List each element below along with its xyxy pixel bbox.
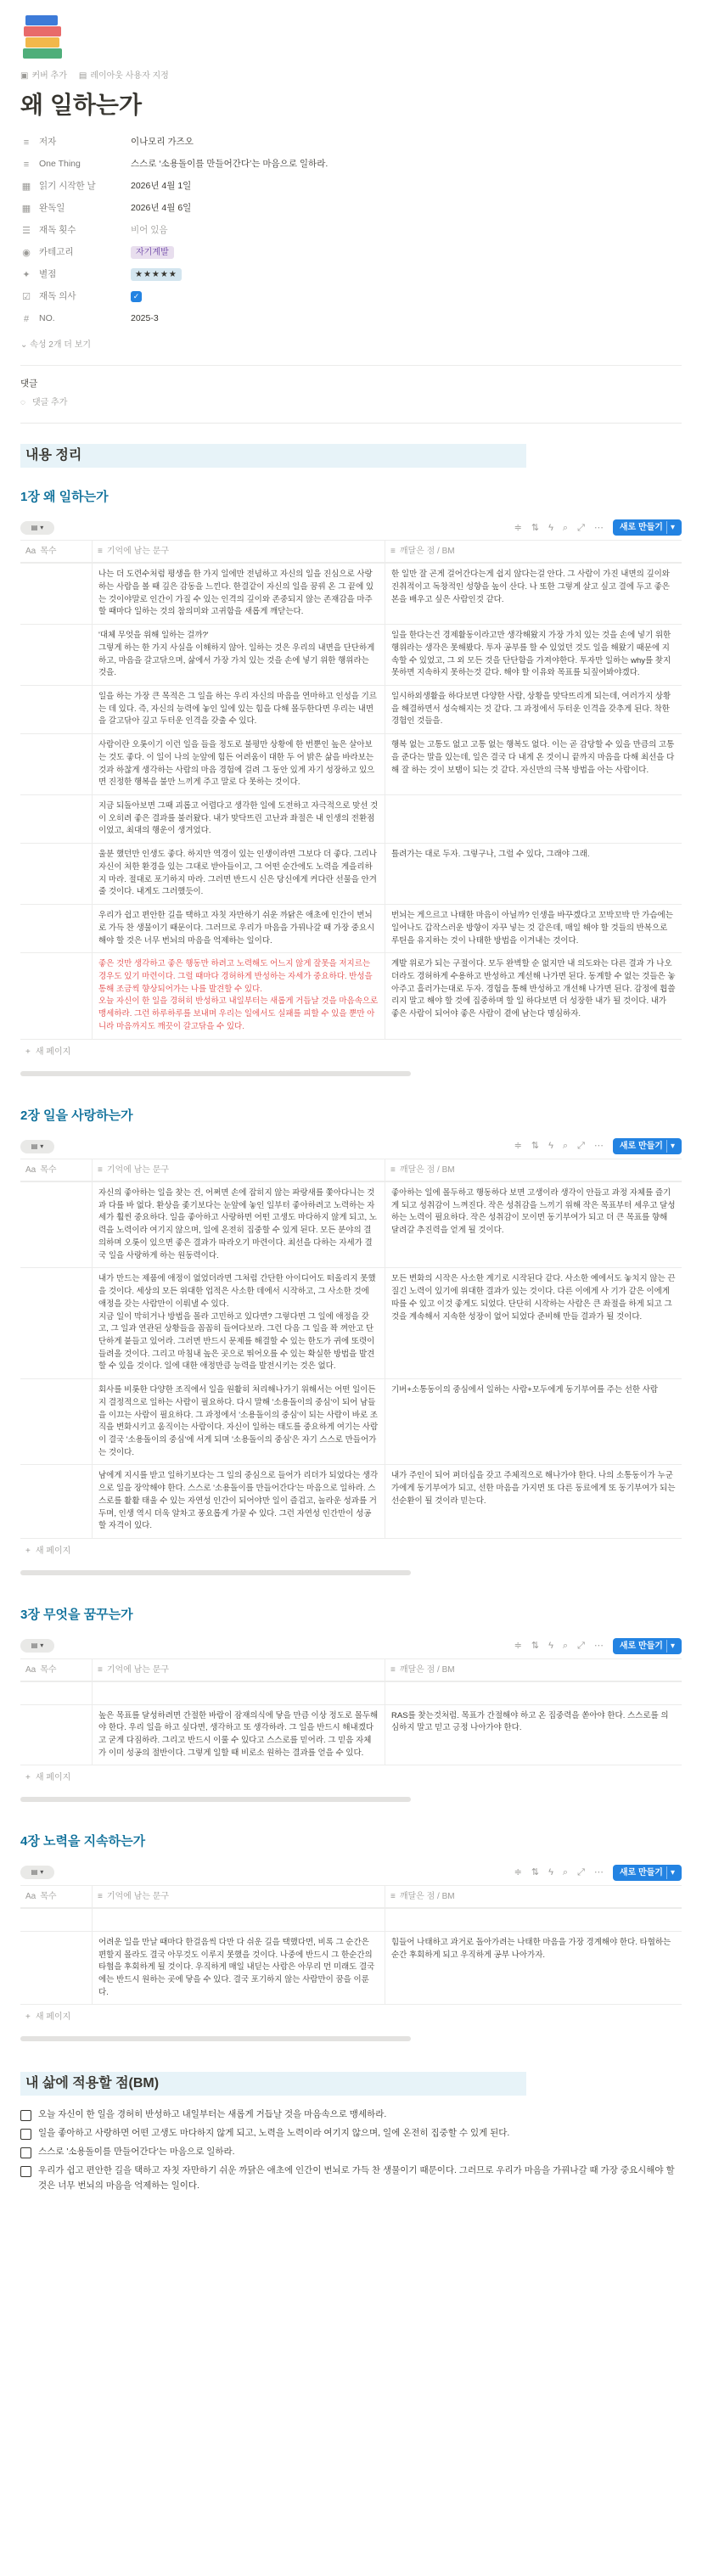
chevron-down-icon: ▾	[40, 1642, 44, 1649]
todo-item[interactable]	[20, 2107, 682, 2123]
table-icon: ▤	[31, 1868, 38, 1877]
table-header	[20, 1659, 682, 1681]
add-comment-button[interactable]: ◌ 댓글 추가	[20, 397, 68, 407]
cell-insight[interactable]: 좋아하는 일에 몰두하고 행동하다 보면 고생이라 생각이 안들고 과정 자체를 즐기게 되고 성취감이 느껴진다. 작은 성취감을 느끼기 위해 작은 목표부터 세우고 달성하는 노력이 필요하다. 작은 성취감이 모이면 동기부여가 되고 더 큰 목표를 향해 달려갈 추진력을 얻게 될 것이다.	[391, 1188, 676, 1236]
horizontal-scrollbar[interactable]	[20, 2036, 411, 2041]
plus-icon: +	[25, 1047, 31, 1057]
todo-text[interactable]: 우리가 쉽고 편안한 길을 택하고 자칫 자만하기 쉬운 까닭은 애초에 인간이 번뇌로 가득 찬 생물이기 때문이다. 그러므로 우리가 마음을 가꿔나갈 때 가장 중요시해야 할 것은 너무 번뇌의 마음을 억제하는 일이다.	[38, 2165, 675, 2191]
column-header-quote[interactable]	[93, 1659, 385, 1681]
todo-checkbox[interactable]	[20, 2147, 31, 2158]
cell-quote[interactable]: 우리가 쉽고 편안한 길을 택하고 자칫 자만하기 쉬운 까닭은 애초에 인간이 번뇌로 가득 찬 생물이기 때문이다. 그러므로 우리가 마음을 가꿔나갈 때 가장 중요시해야 할 것은 너무 번뇌의 마음을 억제하는 일이다.	[93, 905, 385, 952]
property-value[interactable]: 이나모리 가즈오	[131, 137, 194, 148]
add-new-page-row[interactable]	[20, 1040, 682, 1064]
table-row[interactable]	[20, 1704, 682, 1765]
search-icon[interactable]: ⌕	[562, 522, 569, 533]
tag-icon: ◉	[22, 247, 31, 258]
plus-icon: +	[25, 2012, 31, 2023]
properties-list	[20, 132, 682, 330]
new-page-button[interactable]	[613, 519, 682, 536]
column-label: 깨달은 점 / BM	[399, 547, 455, 557]
database-toolbar	[20, 1634, 682, 1659]
title-property-icon: Aa	[25, 1165, 37, 1176]
database-toolbar	[20, 515, 682, 541]
chevron-down-icon[interactable]: ▾	[666, 521, 675, 534]
cell-quote[interactable]: 회사를 비롯한 다양한 조직에서 일을 원활히 처리해나가기 위해서는 어떤 일이든지 결정적으로 일하는 사람이 필요하다. 다시 말해 '소용돌이의 중심'이 되어 남들을 이끄는 사람이 필요하다. 그 과정에서 '소용돌이의 중심'이 되는 사람이 바로 조직을 변화시키고 움직이는 사람이다. 자신이 일하는 태도를 중요하게 여기는 사람이 결국 '소용돌이의 중심'에 서게 되며 '소용돌이의 중심'은 자기 스스로 만들어가는 것이다.	[93, 1379, 385, 1464]
plus-icon: +	[25, 1546, 31, 1556]
automation-icon[interactable]: ϟ	[548, 522, 553, 533]
checkbox-icon: ☑	[22, 291, 31, 302]
column-header-insight[interactable]	[385, 1886, 682, 1907]
expand-icon[interactable]: ⤢	[577, 1141, 585, 1152]
table-row[interactable]	[20, 904, 682, 952]
number-icon: #	[23, 313, 30, 324]
database-tools	[514, 519, 682, 536]
table-row[interactable]	[20, 1931, 682, 2005]
table-row[interactable]	[20, 1464, 682, 1538]
table-row[interactable]	[20, 685, 682, 733]
customize-layout-button[interactable]: ▤ 레이아웃 사용자 지정	[78, 71, 169, 81]
automation-icon[interactable]: ϟ	[548, 1640, 553, 1651]
column-header-chapter[interactable]	[20, 1886, 93, 1907]
cell-chapter[interactable]	[20, 795, 93, 843]
cell-chapter[interactable]	[20, 1465, 93, 1538]
cell-quote[interactable]: 사람이란 오롯이기 이런 일을 들을 정도로 불평만 상황에 한 번뿐인 높은 살아보는 것도 좋다. 이 일이 나의 눈앞에 힘든 어려움이 대한 두 어 밝은 삶을 바라보는 것과 하찮게 생각하는 사람의 마음 경험에 걸려 그 동안 있게 자기 성장하고 있으면 진정한 행복을 불만 느끼게 주고 말로 다 못하는 것이다.	[93, 734, 385, 794]
search-icon[interactable]: ⌕	[562, 1640, 569, 1651]
new-page-button[interactable]	[613, 1865, 682, 1881]
database-table	[20, 1886, 682, 2006]
todo-list	[20, 2107, 682, 2193]
cell-insight[interactable]: 힘들어 나태하고 과거로 돌아가려는 나태한 마음을 가장 경계해야 한다. 타협하는 순간 후회하게 되고 우직하게 공부 나아가자.	[391, 1937, 671, 1960]
chevron-down-icon[interactable]: ▾	[666, 1866, 675, 1879]
chapter-title[interactable]: 1장 왜 일하는가	[20, 489, 109, 504]
text-icon: ≡	[390, 547, 396, 557]
expand-icon[interactable]: ⤢	[577, 1867, 585, 1878]
property-row[interactable]: ▦ 읽기 시작한 날 2026년 4월 1일	[20, 176, 682, 198]
filter-icon[interactable]: ≑	[514, 1141, 522, 1152]
comments-title: 댓글	[20, 365, 682, 391]
column-header-insight[interactable]	[385, 1159, 682, 1181]
cell-chapter[interactable]	[20, 1182, 93, 1267]
todo-text[interactable]: 일을 좋아하고 사랑하면 어떤 고생도 마다하지 않게 되고, 노력을 노력이라 여기지 않으며, 일에 온전히 집중할 수 있게 된다.	[38, 2128, 510, 2139]
cell-insight[interactable]	[385, 795, 682, 843]
new-button-label: 새로 만들기	[619, 1641, 663, 1651]
cell-chapter[interactable]	[20, 1379, 93, 1464]
database-table	[20, 1159, 682, 1539]
cell-chapter[interactable]	[20, 844, 93, 904]
column-header-quote[interactable]	[93, 1159, 385, 1181]
cell-insight[interactable]: 일시하외생활을 하다보면 다양한 사람, 상황을 맞닥뜨리게 되는데, 여러가지 상황을 해결하면서 성숙해지는 것 같다. 그 과정에서 두터운 인격을 갖추게 된다. 착한 경험인 것들을.	[391, 692, 671, 727]
add-new-page-row[interactable]	[20, 2005, 682, 2029]
text-icon: ≡	[390, 1664, 396, 1675]
cell-quote[interactable]	[93, 1682, 385, 1704]
reread-checkbox[interactable]: ✓	[131, 291, 142, 302]
todo-checkbox[interactable]	[20, 2166, 31, 2177]
database-table	[20, 541, 682, 1039]
chevron-down-icon: ▾	[40, 1868, 44, 1877]
column-label: 기억에 남는 문구	[106, 1891, 170, 1901]
cell-insight[interactable]: 행복 없는 고통도 없고 고통 없는 행복도 없다. 이는 곧 감당할 수 있을 만큼의 고통을 준다는 말을 있는데, 일은 결국 다 내게 온 것이니 끝까지 마음을 다해 최선을 다해 잘 하는 것이 보탬이 되는 것 같다. 자신만의 극복 방법을 아는 사람이다.	[391, 740, 675, 775]
cell-quote[interactable]: 일을 하는 가장 큰 목적은 그 일을 하는 우리 자신의 마음을 연마하고 인성을 기르는 데 있다. 즉, 자신의 능력에 놓인 일에 있는 힘을 다해 몰두한다면 우리는 내면을 갈고닦아 깊고 두터운 인격을 갖출 수 있다.	[93, 686, 385, 733]
sort-icon[interactable]: ⇅	[531, 1867, 540, 1878]
property-row[interactable]: ◉ 카테고리 자기계발	[20, 242, 682, 264]
table-row[interactable]	[20, 843, 682, 904]
table-view-tab[interactable]	[20, 1140, 54, 1153]
cell-insight[interactable]: 번뇌는 게으르고 나태한 마음이 아닐까? 인생을 바꾸겠다고 꼬박꼬박 만 가슴에는 일어나도 갑작스러운 방향이 자꾸 넣는 것 같은데, 매일 해야 할 것들의 반복으로 루틴을 유지하는 것이 나태한 방법을 이겨내는 것이다.	[391, 911, 673, 946]
text-icon: ≡	[23, 159, 30, 170]
property-row[interactable]: # NO. 2025-3	[20, 308, 682, 330]
text-icon: ≡	[98, 547, 103, 557]
database-tools	[514, 1138, 682, 1154]
column-label: 깨달은 점 / BM	[399, 1891, 455, 1901]
table-header	[20, 1886, 682, 1908]
notion-page	[0, 8, 702, 2223]
plus-icon: +	[25, 1773, 31, 1783]
chapter-title[interactable]: 2장 일을 사랑하는가	[20, 1108, 133, 1123]
column-header-chapter[interactable]	[20, 1159, 93, 1181]
more-icon[interactable]: ⋯	[593, 1141, 604, 1152]
category-tag[interactable]: 자기계발	[131, 246, 174, 259]
table-row[interactable]	[20, 624, 682, 685]
divider	[20, 423, 682, 424]
add-cover-button[interactable]: ▣ 커버 추가	[20, 71, 67, 81]
new-page-button[interactable]	[613, 1138, 682, 1154]
table-row[interactable]	[20, 952, 682, 1038]
add-new-page-row[interactable]	[20, 1765, 682, 1790]
new-button-label: 새로 만들기	[619, 523, 663, 533]
property-value[interactable]: 2026년 4월 1일	[131, 181, 192, 192]
column-label: 목수	[40, 1891, 57, 1901]
cell-quote[interactable]: 자신의 좋아하는 일을 찾는 건, 어쩌면 손에 잡히지 않는 파랑새를 쫓아다니는 것과 다를 바 없다. 환상을 좇기보다는 눈앞에 놓인 일부터 좋아하려고 노력하는 자세가 훨씬 중요하다. 일을 좋아하고 사랑하면 어떤 고생도 마다하지 않게 되고, 노력을 노력이라 여기지 않으며, 일에 온전히 집중할 수 있게 된다. 모든 분야의 결의하며 오롯이 있으면 좋은 결과가 따라오기 마련이다. 최선을 다하는 자세가 결국 일을 사랑하게 하는 원동력이다.	[93, 1182, 385, 1267]
page-actions	[20, 70, 682, 82]
cell-insight[interactable]: RAS를 찾는것처럼. 목표가 간절해야 하고 온 집중력을 쏟아야 한다. 스스로를 의심하지 말고 믿고 긍정 나아가야 한다.	[391, 1710, 669, 1733]
todo-checkbox[interactable]	[20, 2110, 31, 2121]
table-view-tab[interactable]	[20, 521, 54, 535]
property-value[interactable]: 2025-3	[131, 313, 159, 324]
column-header-insight[interactable]	[385, 541, 682, 562]
table-row[interactable]	[20, 1681, 682, 1704]
more-icon[interactable]: ⋯	[593, 1640, 604, 1651]
property-row[interactable]: ≡ 저자 이나모리 가즈오	[20, 132, 682, 154]
sort-icon[interactable]: ⇅	[531, 522, 540, 533]
table-row[interactable]	[20, 1267, 682, 1378]
text-icon: ≡	[98, 1165, 103, 1176]
column-label: 기억에 남는 문구	[106, 1165, 170, 1176]
table-row[interactable]	[20, 1908, 682, 1931]
column-label: 깨달은 점 / BM	[399, 1165, 455, 1176]
cell-chapter[interactable]	[20, 1932, 93, 2005]
column-label: 기억에 남는 문구	[106, 547, 170, 557]
todo-item[interactable]	[20, 2145, 682, 2160]
table-icon: ▤	[31, 523, 38, 531]
table-header	[20, 541, 682, 563]
cell-quote[interactable]: 높은 목표를 달성하려면 간절한 바람이 잠재의식에 닿을 만큼 이상 정도로 몰두해야 한다. 우리 일을 하고 싶다면, 생각하고 또 생각하라. 그 일을 반드시 해내겠다고 굳게 다짐하라. 그리고 반드시 이룰 수 있다고 스스로를 믿어라. 그 믿음 자체가 이미 성공의 절반이다. 그렇게 일할 때 비로소 원하는 결과를 얻을 수 있다.	[93, 1705, 385, 1765]
text-icon: ≡	[23, 137, 30, 148]
cell-chapter[interactable]	[20, 686, 93, 733]
table-row[interactable]	[20, 1181, 682, 1267]
column-label: 목수	[40, 547, 57, 557]
automation-icon[interactable]: ϟ	[548, 1867, 553, 1878]
layout-icon: ▤	[78, 71, 87, 81]
page-title[interactable]: 왜 일하는가	[20, 92, 143, 118]
chapters-container	[20, 488, 682, 2042]
table-view-tab[interactable]	[20, 1866, 54, 1879]
new-page-button[interactable]	[613, 1638, 682, 1654]
sort-icon[interactable]: ⇅	[531, 1141, 540, 1152]
property-row[interactable]: ✦ 별점 ★★★★★	[20, 264, 682, 286]
filter-icon[interactable]: ≑	[514, 522, 522, 533]
more-properties-toggle[interactable]: ⌄ 속성 2개 더 보기	[20, 340, 92, 350]
text-icon: ≡	[390, 1165, 396, 1176]
text-icon: ≡	[98, 1891, 103, 1901]
add-row-label: 새 페이지	[35, 1546, 71, 1556]
todo-item[interactable]	[20, 2164, 682, 2194]
cell-chapter[interactable]	[20, 1682, 93, 1704]
title-property-icon: Aa	[25, 1664, 37, 1675]
cell-chapter[interactable]	[20, 1705, 93, 1765]
cell-quote[interactable]: 좋은 것만 생각하고 좋은 행동만 하려고 노력해도 어느지 않게 잘못을 저지르는 경우도 있기 마련이다. 그럴 때마다 경허하게 반성하는 자세가 중요하다. 반성을 통해 조금씩 향상되어가는 나를 발견할 수 있다. 오늘 자신이 한 일을 경허히 반성하고 내일부터는 새롭게 거듭날 것을 마음속으로 맹세하라. 그런 하루하루를 보내며 우리는 일에서도 실패를 피할 수 있을 뿐만 아니라 마음까지도 깨끗이 갈고닦을 수 있다.	[93, 953, 385, 1038]
image-icon: ▣	[20, 71, 29, 81]
property-value[interactable]: 비어 있음	[131, 225, 168, 236]
cell-insight[interactable]: 한 일만 잘 곤게 걸어간다는게 쉽지 않다는걸 안다. 그 사람이 가진 내면의 깊이와 진취적이고 독창적인 성향을 높이 산다. 나 또한 그렇게 살고 싶고 결에 두고 좋은 본을 배우고 싶은 사람인것 같다.	[391, 570, 670, 604]
summary-heading: 내용 정리	[20, 444, 526, 468]
todo-text[interactable]: 스스로 '소용돌이를 만들어간다'는 마음으로 일하라.	[38, 2147, 235, 2158]
cell-quote[interactable]: 남에게 지시를 받고 일하기보다는 그 일의 중심으로 들어가 리더가 되었다는 생각으로 일을 장악해야 한다. 스스로 '소용돌이를 만들어간다'는 마음으로 일하라. 스스로를 활활 태울 수 있는 자연성 인간이 되어야만 일이 즐겁고, 놀라운 성과를 거두며, 인생 역시 더욱 알차고 풍요롭게 가꿀 수 있다. 그런 자연성 인간만이 성공할 자격이 있다.	[93, 1465, 385, 1538]
column-label: 목수	[40, 1664, 57, 1675]
list-icon: ☰	[22, 225, 31, 236]
expand-icon[interactable]: ⤢	[577, 1640, 585, 1651]
property-row[interactable]: ▦ 완독일 2026년 4월 6일	[20, 198, 682, 220]
books-icon[interactable]	[20, 8, 75, 63]
filter-icon[interactable]: ≑	[514, 1867, 522, 1878]
cell-quote[interactable]: 어려운 일을 만날 때마다 한걸음씩 다만 다 쉬운 길을 택했다면, 비록 그 순간은 편할지 몰라도 결국 아무것도 이루지 못했을 것이다. 나중에 반드시 그 한순간의 타협을 후회하게 될 것이다. 우직하게 매일 내딛는 사람은 아무리 먼 미래도 결국에는 반드시 원하는 곳에 닿을 수 있다. 결국 포기하지 않는 사람만이 꿈을 이룬다.	[93, 1932, 385, 2005]
more-icon[interactable]: ⋯	[593, 1867, 604, 1878]
cell-quote[interactable]: 내가 만드는 제품에 애정이 없었더라면 그처럼 간단한 아이디어도 떠올리지 못했을 것이다. 세상의 모든 위대한 업적은 사소한 데에서 시작하고, 그 사소한 것에 애정을 갖는 사람만이 이뤄낼 수 있다. 지금 일이 막히거나 방법을 몰라 고민하고 있다면? 그렇다면 그 일에 애정을 갖고, 그 일과 연관된 상황들을 꼼꼼히 들여다보라. 그런 다음 그 일을 꽉 껴안고 단단하게 붙들고 있어라. 그러면 반드시 문제를 해결할 수 있는 한도가 귀에 또렷이 들려올 것이다. 그리고 마침내 높은 곳으로 뛰어오를 수 있는 확실한 방법을 발견할 수 있을 것이다. 일에 대한 애정만큼 능력을 발전시키는 것은 없다.	[93, 1268, 385, 1378]
chevron-down-icon[interactable]: ▾	[666, 1140, 675, 1153]
text-icon: ≡	[390, 1891, 396, 1901]
table-view-tab[interactable]	[20, 1639, 54, 1653]
table-row[interactable]	[20, 794, 682, 843]
calendar-icon: ▦	[21, 203, 31, 214]
cell-chapter[interactable]	[20, 734, 93, 794]
chapter-title[interactable]: 3장 무엇을 꿈꾸는가	[20, 1608, 133, 1622]
title-property-icon: Aa	[25, 547, 37, 557]
cell-insight[interactable]: 계발 위로가 되는 구절이다. 모두 완벽할 순 없지만 내 의도와는 다른 결과 가 나오더라도 경허하게 수용하고 반성하고 계선해 나가면 된다. 동계할 수 없는 것들은 놓아주고 흘러가는대로 두자. 경험을 통해 반성하고 개선해 나가면 된다. 감정에 휩쓸리지 말고 해야 할 것에 집중하며 할 일 하다보면 더 성장한 내가 될 것이다. 내가 좋은 사람이 되어야 좋은 사람이 곁에 남는다 명심하자.	[391, 959, 676, 1019]
cell-chapter[interactable]	[20, 1909, 93, 1931]
table-icon: ▤	[31, 1142, 38, 1150]
table-icon: ▤	[31, 1642, 38, 1649]
chevron-down-icon[interactable]: ▾	[666, 1640, 675, 1653]
cell-insight[interactable]: 틀려가는 대로 두자. 그렇구나, 그럴 수 있다, 그래야 그래.	[391, 850, 590, 860]
new-button-label: 새로 만들기	[619, 1867, 663, 1877]
expand-icon[interactable]: ⤢	[577, 522, 585, 533]
cell-quote[interactable]: 지금 되돌아보면 그때 괴롭고 어렵다고 생각한 일에 도전하고 자극적으로 맞선 것이 오히려 좋은 결과를 불러왔다. 내가 맞닥뜨린 고난과 좌절은 내 인생의 전환점이었고, 최대의 행운이 생겨었다.	[93, 795, 385, 843]
search-icon[interactable]: ⌕	[562, 1141, 569, 1152]
cell-quote[interactable]	[93, 1909, 385, 1931]
calendar-icon: ▦	[21, 181, 31, 192]
chevron-down-icon: ▾	[40, 523, 44, 531]
cell-chapter[interactable]	[20, 625, 93, 685]
add-new-page-row[interactable]	[20, 1539, 682, 1563]
todo-checkbox[interactable]	[20, 2129, 31, 2140]
horizontal-scrollbar[interactable]	[20, 1797, 411, 1802]
database-tools	[514, 1638, 682, 1654]
add-row-label: 새 페이지	[35, 1047, 71, 1057]
column-label: 깨달은 점 / BM	[399, 1664, 455, 1675]
cell-insight[interactable]: 모든 변화의 시작은 사소한 계기로 시작된다 같다. 사소한 예에서도 놓치지 않는 끈질긴 노력이 있기에 위대한 결과가 있는 것이다. 다른 이에게 사 기가 같은 이에게 따를 수 있고 이것 좋게도 되었다. 단단히 시작하는 사람은 큰 좌절을 하게 되고 그것을 계속해서 지속한 성장이 없어 되었다 준비해 만들 결과가 될 것이다.	[391, 1274, 676, 1322]
table-header	[20, 1159, 682, 1181]
text-icon: ≡	[98, 1664, 103, 1675]
chapter-title[interactable]: 4장 노력을 지속하는가	[20, 1834, 146, 1849]
property-row[interactable]: ☰ 재독 횟수 비어 있음	[20, 220, 682, 242]
todo-item[interactable]	[20, 2126, 682, 2141]
cell-quote[interactable]: '대체 무엇을 위해 일하는 걸까?' 그렇게 하는 한 가지 사실을 이해하지 않아. 일하는 것은 우리의 내면을 단단하게 하고, 마음을 갈고닦으며, 삶에서 가장 가치 있는 것을 손에 넣기 위한 행위라는 것을.	[93, 625, 385, 685]
more-icon[interactable]: ⋯	[593, 522, 604, 533]
column-header-insight[interactable]	[385, 1659, 682, 1681]
database-toolbar	[20, 1134, 682, 1159]
chevron-down-icon: ⌄	[20, 340, 28, 350]
cell-insight[interactable]: 기버+소통동이의 중심에서 일하는 사람+모두에게 동기부여를 주는 선한 사람	[391, 1385, 659, 1395]
title-property-icon: Aa	[25, 1891, 37, 1901]
table-row[interactable]	[20, 733, 682, 794]
search-icon[interactable]: ⌕	[562, 1867, 569, 1878]
automation-icon[interactable]: ϟ	[548, 1141, 553, 1152]
filter-icon[interactable]: ≑	[514, 1640, 522, 1651]
cell-chapter[interactable]	[20, 1268, 93, 1378]
chevron-down-icon: ▾	[40, 1142, 44, 1150]
horizontal-scrollbar[interactable]	[20, 1071, 411, 1076]
cell-quote[interactable]: 나는 더 도련수처럼 평생을 한 가지 일에만 전념하고 자신의 일을 진심으로 사랑하는 사람을 볼 때 깊은 감동을 느낀다. 한결같이 자신의 일을 꿈꿔 온 그 끝에 있는 것이야말로 인간이 가질 수 있는 인격의 깊이와 존중되지 않는 존재감을 마주할 때마다 일하는 것의 참의미와 고귀함을 새롭게 깨닫는다.	[93, 564, 385, 624]
cell-chapter[interactable]	[20, 905, 93, 952]
property-row[interactable]: ☑ 재독 의사 ✓	[20, 286, 682, 308]
column-header-chapter[interactable]	[20, 541, 93, 562]
add-row-label: 새 페이지	[35, 2012, 71, 2023]
cell-chapter[interactable]	[20, 564, 93, 624]
cell-chapter[interactable]	[20, 953, 93, 1038]
todo-text[interactable]: 오늘 자신이 한 일을 경허히 반성하고 내일부터는 새롭게 거듭날 것을 마음속으로 맹세하라.	[38, 2109, 387, 2120]
cell-insight[interactable]	[385, 1909, 682, 1931]
column-header-chapter[interactable]	[20, 1659, 93, 1681]
add-row-label: 새 페이지	[35, 1773, 71, 1783]
column-label: 기억에 남는 문구	[106, 1664, 170, 1675]
property-value[interactable]: 스스로 ‘소용돌이를 만들어간다’는 마음으로 일하라.	[131, 159, 329, 170]
database-toolbar	[20, 1860, 682, 1886]
database-table	[20, 1659, 682, 1766]
column-header-quote[interactable]	[93, 541, 385, 562]
property-row[interactable]: ≡ One Thing 스스로 ‘소용돌이를 만들어간다’는 마음으로 일하라.	[20, 154, 682, 176]
rating-stars[interactable]: ★★★★★	[131, 268, 182, 281]
cell-insight[interactable]: 일을 한다는건 경제활동이라고만 생각해왔지 가장 가치 있는 것을 손에 넣기 위한 행위라는 생각은 못해봤다. 투자 공부를 할 수 있었던 것도 일을 해왔기 때문에 지속할 수 있었고, 그 외 모든 것을 단단함을 가져야한다. 투자만 일하는 why를 찾지 못하면 지속하지 못하는것 같다. 해야 할 이유와 목표를 되짚어봐야겠다.	[391, 631, 671, 678]
sort-icon[interactable]: ⇅	[531, 1640, 540, 1651]
bm-heading: 내 삶에 적용할 점(BM)	[20, 2072, 526, 2096]
avatar-icon: ◌	[20, 397, 25, 407]
cell-quote[interactable]: 울분 했던만 인생도 좋다. 하지만 역경이 있는 인생이라면 그보다 더 좋다. 그리나 자신이 처한 환경을 있는 그대로 받아들이고, 그 어떤 순간에도 노력을 게을리하지 마라. 절대로 포기하지 마라. 그러면 반드시 신은 당신에게 커다란 선물을 안겨줄 것이다. 내게도 그러했듯이.	[93, 844, 385, 904]
database-tools	[514, 1865, 682, 1881]
column-label: 목수	[40, 1165, 57, 1176]
column-header-quote[interactable]	[93, 1886, 385, 1907]
horizontal-scrollbar[interactable]	[20, 1570, 411, 1575]
star-icon: ✦	[22, 269, 31, 280]
table-row[interactable]	[20, 563, 682, 624]
cell-insight[interactable]: 내가 주인이 되어 퍼더십을 갖고 주체적으로 해나가야 한다. 나의 소통동이가 누군가에게 동기부여가 되고, 선한 마음을 가지면 또 다른 동료에게 또 동기부여가 되는 선순환이 될 것이라 믿는다.	[391, 1471, 676, 1506]
cell-insight[interactable]	[385, 1682, 682, 1704]
table-row[interactable]	[20, 1378, 682, 1464]
property-value[interactable]: 2026년 4월 6일	[131, 203, 192, 214]
new-button-label: 새로 만들기	[619, 1142, 663, 1152]
